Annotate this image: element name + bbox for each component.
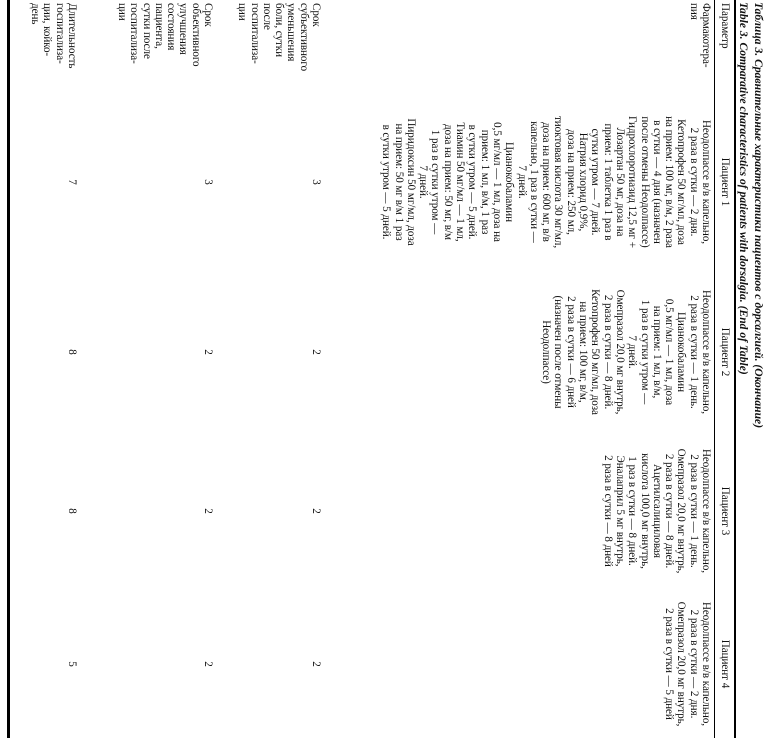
- header-parameter: Параметр: [719, 3, 731, 49]
- row-subjective-patient-1: 3: [310, 179, 322, 185]
- row-stay-patient-4: 5: [66, 661, 78, 667]
- row-stay-patient-1: 7: [66, 179, 78, 185]
- row-subjective-patient-3: 2: [310, 508, 322, 514]
- row-objective-label: Срок объективного улучшения состояния пациента, сутки после госпитализа- ции: [115, 3, 214, 67]
- row-objective-patient-1: 3: [202, 179, 214, 185]
- row-subjective-label: Срок субъективного уменьшения боли, сутки после госпитализа- ции: [236, 3, 322, 72]
- row-stay-label: Длительность госпитализа- ции, койко- день: [29, 3, 78, 69]
- row-objective-patient-3: 2: [202, 508, 214, 514]
- row-stay-patient-2: 8: [66, 349, 78, 355]
- header-patient-1: Пациент 1: [719, 157, 731, 207]
- header-rule: [714, 0, 715, 738]
- row-subjective-patient-4: 2: [310, 661, 322, 667]
- header-patient-3: Пациент 3: [719, 486, 731, 536]
- row-subjective-patient-2: 2: [310, 349, 322, 355]
- header-patient-4: Пациент 4: [719, 639, 731, 689]
- row-objective-patient-4: 2: [202, 661, 214, 667]
- table-top-rule: [734, 0, 736, 738]
- row-pharmacotherapy-label: Фармакотера- пия: [687, 3, 712, 68]
- row-pharmacotherapy-patient-3: Неодолпассе в/в капельно, 2 раза в сутки — 1 день. Омепразол 20,0 мг внутрь, 2 раза в сутки — 8 дней. Ацетилсалициловая кислота 100,0 мг внутрь, 1 раз в сутки — 8 дней. Эналаприл 5 мг внутрь, 2 раза в сутки — 8 дней: [601, 448, 712, 574]
- caption-english: Table 3. Comparative characteristics of patients with dorsalgia. (End of Table): [737, 2, 750, 375]
- table-bottom-rule: [7, 0, 10, 738]
- row-pharmacotherapy-patient-2: Неодолпассе в/в капельно, 2 раза в сутки — 1 день. Цианокобаламин 0,5 мг/мл — 1 мл, доза на прием: 1 мл, в/м, 1 раз в сутки утром — 7 дней. Омепразол 20,0 мг внутрь, 2 раза в сутки — 8 дней. Кетопрофен 50 мг/мл, доза на прием: 100 мг, в/м, 2 раза в сутки — 6 дней (назначен после отмены Неодолпассе): [540, 289, 712, 415]
- caption-russian: Таблица 3. Сравнительные характеристики пациентов с дорсалгией. (Окончание): [752, 2, 765, 429]
- header-patient-2: Пациент 2: [719, 327, 731, 377]
- row-stay-patient-3: 8: [66, 508, 78, 514]
- row-pharmacotherapy-patient-1: Неодолпассе в/в капельно, 2 раза в сутки — 2 дня. Кетопрофен 50 мг/мл, доза на прием: 100 мг, в/м, 2 раза в сутки — 4 дня (назначен после отмены Неодолпассе) Гидрохлоротиазид 12,5 мг + Лозартан 50 мг, доза на прием: 1 таблетка 1 раз в сутки утром — 7 дней. Натрия хлорид 0,9%, доза на прием: 250 мл, тиоктовая кислота 30 мг/мл, доза на прием: 600 мг, в/в капельно, 1 раз в сутки — 7 дней. Цианокобаламин 0,5 мг/мл — 1 мл, доза на прием: 1 мл, в/м, 1 раз в сутки утром — 5 дней. Тиамин 50 мг/мл — 1 мл, доза на прием: 50 мг, в/м 1 раз в сутки утром — 7 дней. Пиридоксин 50 мг/мл, доза на прием: 50 мг в/м 1 раз в сутки утром — 5 дней.: [380, 115, 712, 249]
- row-pharmacotherapy-patient-4: Неодолпассе в/в капельно, 2 раза в сутки — 2 дня. Омепразол 20,0 мг внутрь, 2 раза в сутки — 5 дней: [663, 601, 712, 727]
- row-objective-patient-2: 2: [202, 349, 214, 355]
- table-caption: [736, 2, 766, 737]
